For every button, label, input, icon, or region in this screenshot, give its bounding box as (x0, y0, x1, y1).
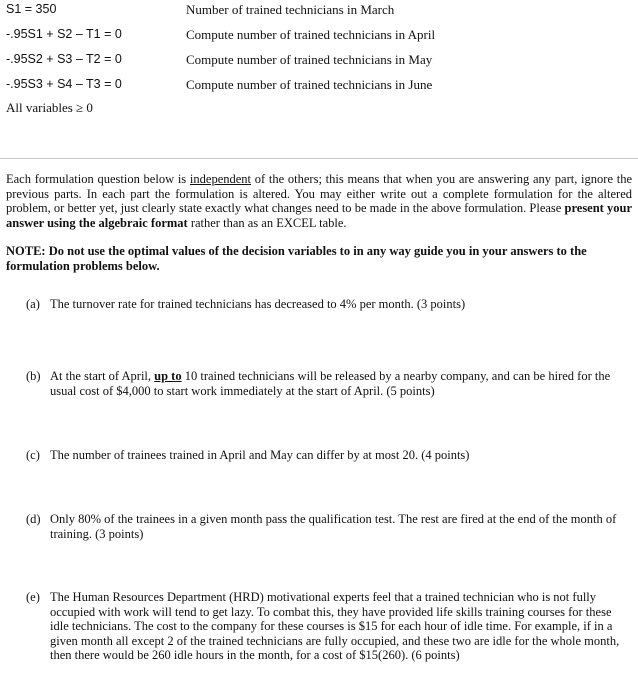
question-d-text: Only 80% of the trainees in a given month pass the qualification test. The rest are fired at the end of the month of training. (3 points) (50, 512, 617, 541)
question-c (26, 448, 628, 463)
question-b (26, 369, 628, 398)
question-a-label: (a) (26, 297, 40, 311)
question-e (26, 590, 628, 663)
question-b-label: (b) (26, 369, 41, 383)
question-a-text: The turnover rate for trained technicians has decreased to 4% per month. (3 points) (50, 297, 466, 311)
constraint-1-equation: S1 = 350 (6, 2, 57, 16)
constraint-4-equation: -.95S3 + S4 – T3 = 0 (6, 77, 122, 91)
instructions-paragraph: Each formulation question below is independent of the others; this means that when you are answering any part, ignore the previous parts. In each part the formulation is altered. You may either write out a complete formulation for the altered problem, or better yet, just clearly state exactly what changes need to be made in the above formulation. Please present your answer using the algebraic format rather than as an EXCEL table. (6, 172, 632, 230)
question-d-label: (d) (26, 512, 41, 526)
question-d (26, 512, 628, 541)
up-to-emphasis: up to (154, 369, 182, 383)
question-e-label: (e) (26, 590, 40, 604)
question-c-label: (c) (26, 448, 40, 462)
constraint-2-description: Compute number of trained technicians in April (186, 27, 436, 42)
algebraic-format-emphasis: present your answer using the algebraic format (6, 201, 632, 230)
constraint-4-description: Compute number of trained technicians in June (186, 77, 433, 92)
independent-underlined: independent (189, 172, 252, 186)
nonnegativity-constraint: All variables ≥ 0 (6, 100, 93, 115)
question-a (26, 297, 628, 312)
section-divider (0, 158, 638, 159)
question-c-text: The number of trainees trained in April and May can differ by at most 20. (4 points) (50, 448, 470, 462)
constraint-3-equation: -.95S2 + S3 – T2 = 0 (6, 52, 122, 66)
note-paragraph: NOTE: Do not use the optimal values of the decision variables to in any way guide you in your answers to the formulation problems below. (6, 244, 587, 273)
constraint-1-description: Number of trained technicians in March (186, 2, 395, 17)
constraint-3-description: Compute number of trained technicians in May (186, 52, 433, 67)
question-b-text: At the start of April, up to 10 trained technicians will be released by a nearby company, and can be hired for the usual cost of $4,000 to start work immediately at the start of April. (5 points) (50, 369, 611, 398)
question-e-text: The Human Resources Department (HRD) motivational experts feel that a trained technician who is not fully occupied with work will tend to get lazy. To combat this, they have provided life skills training courses for these idle technicians. The cost to the company for these courses is $15 for each hour of idle time. For example, if in a given month all except 2 of the trained technicians are fully occupied, and these two are idle for the whole month, then there would be 260 idle hours in the month, for a cost of $15(260). (6 points) (50, 590, 620, 662)
constraint-2-equation: -.95S1 + S2 – T1 = 0 (6, 27, 122, 41)
